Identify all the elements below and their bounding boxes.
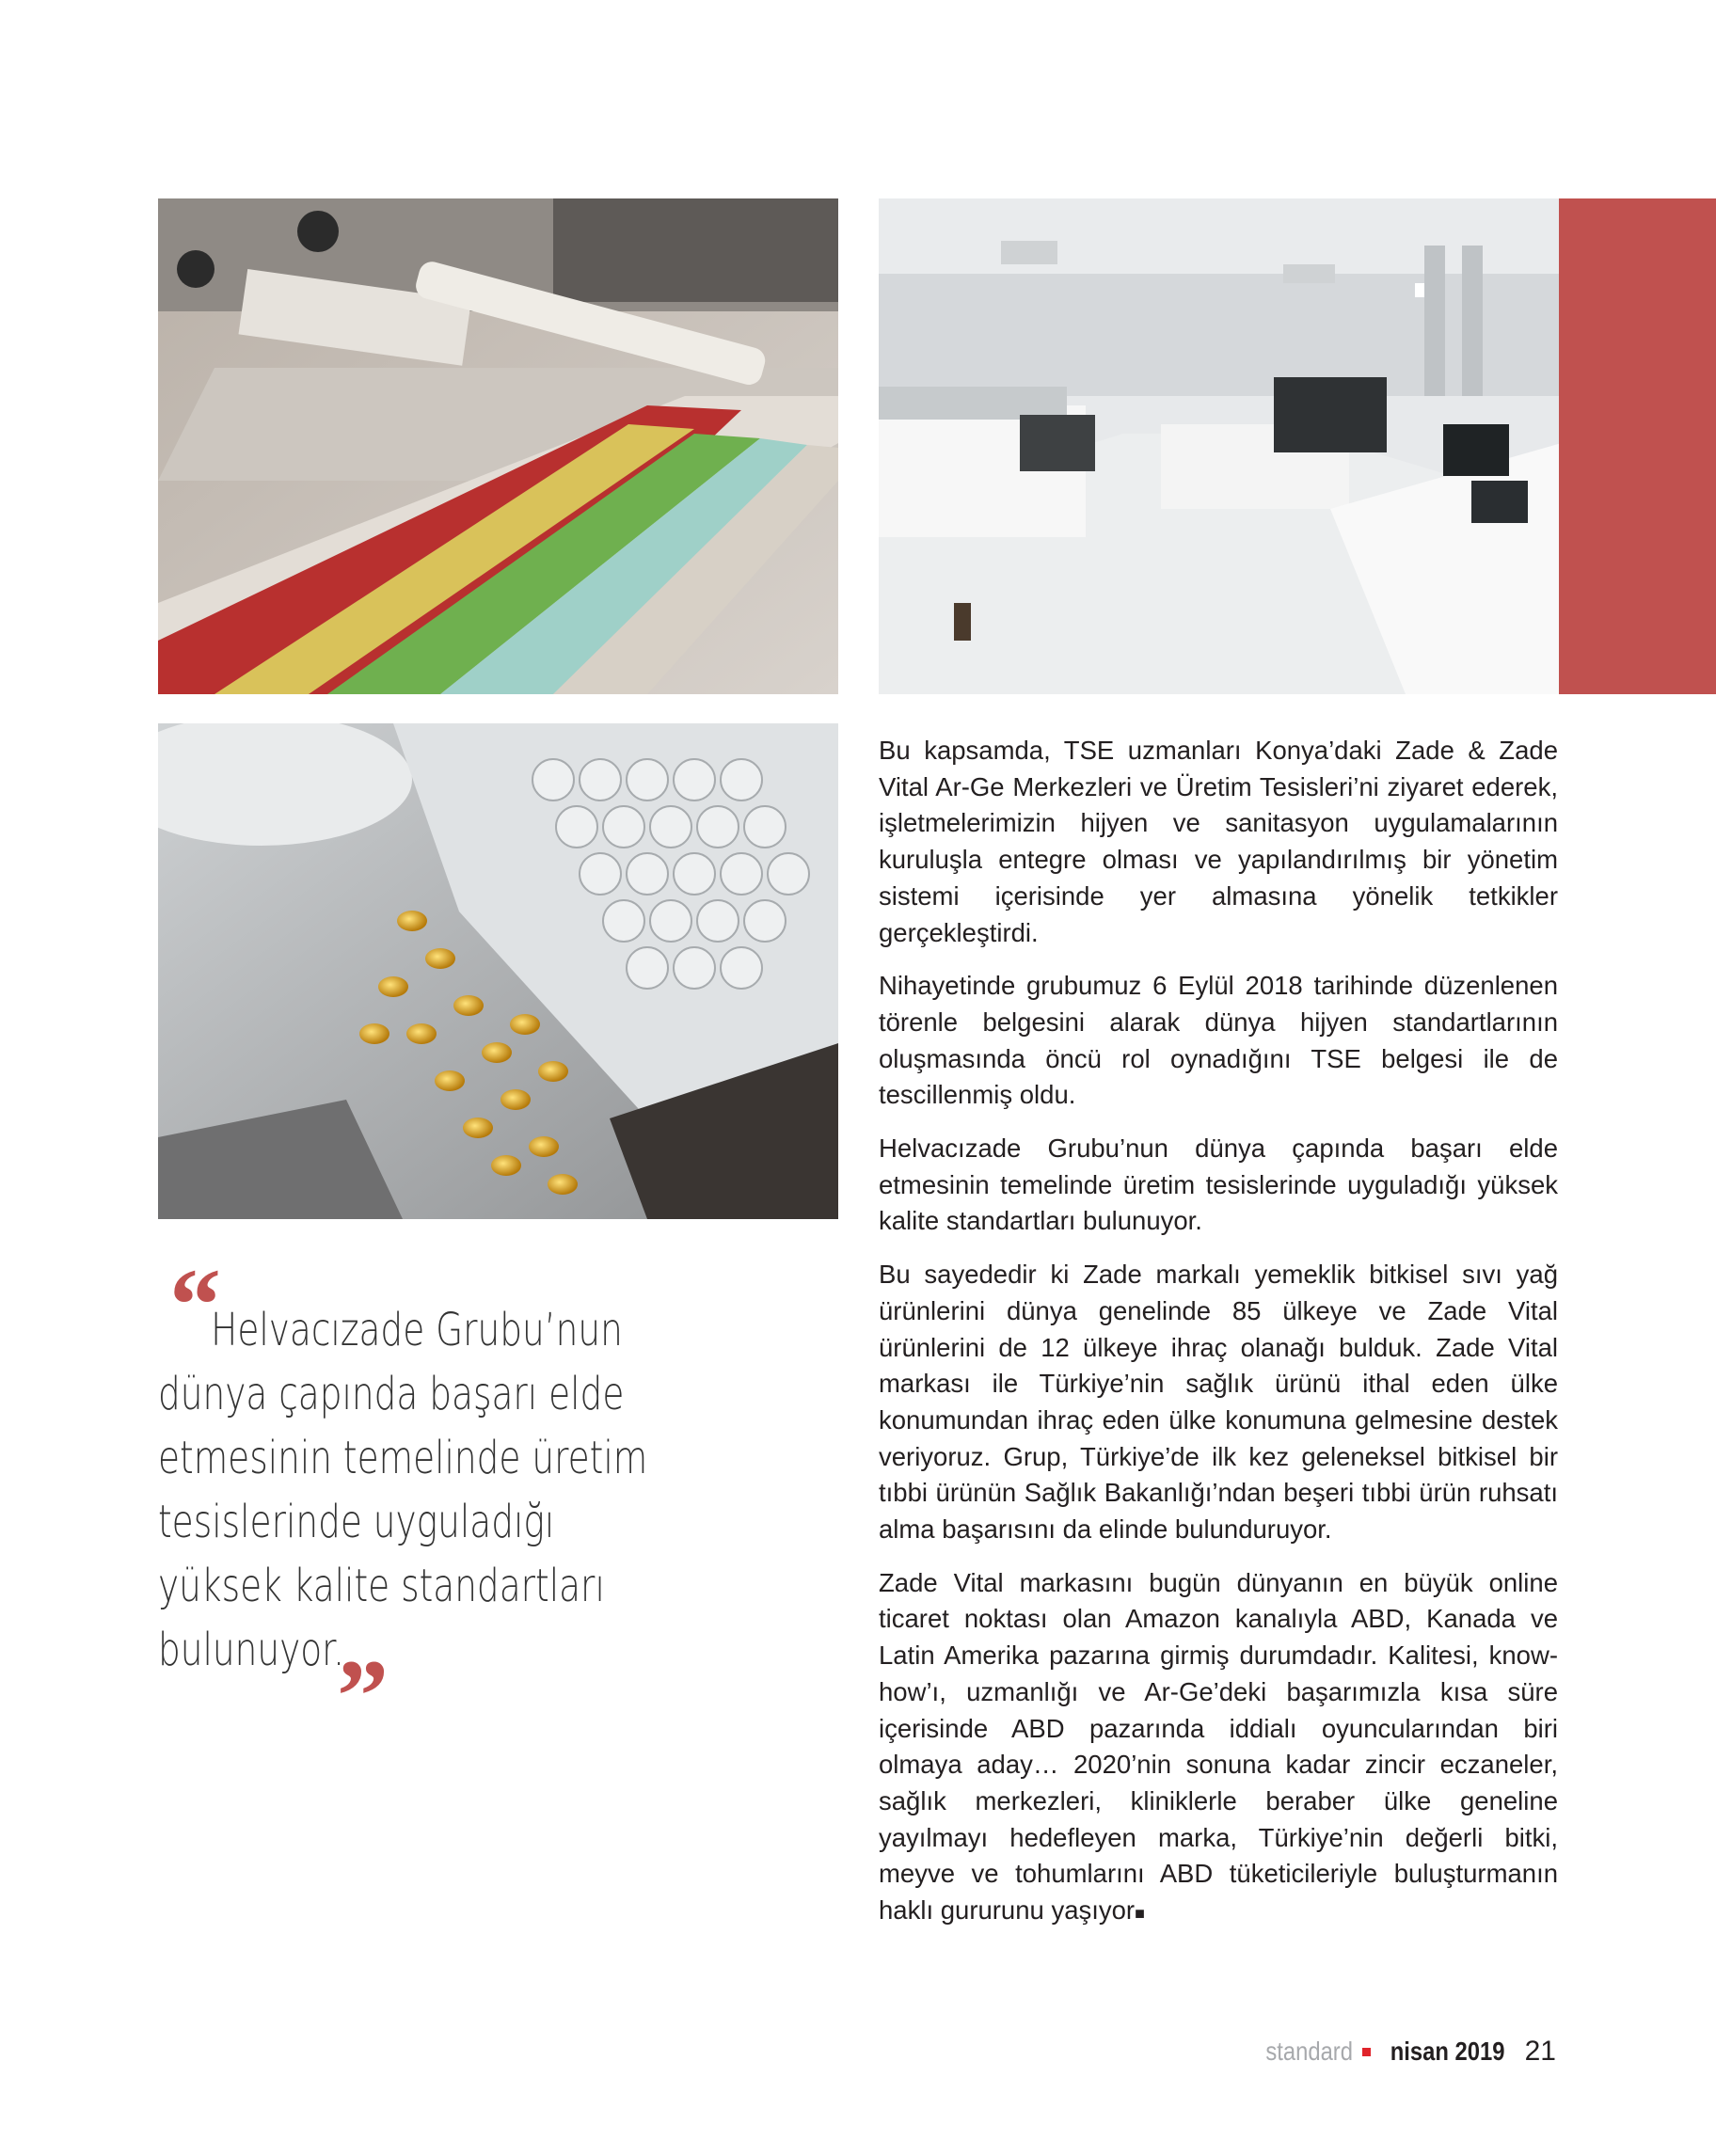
publication-name: standard (1265, 2037, 1354, 2066)
pull-quote-line: Helvacızade Grubu’nun (211, 1304, 623, 1356)
pull-quote-line: tesislerinde uyguladığı (158, 1496, 555, 1548)
article-paragraph-3: Helvacızade Grubu’nun dünya çapında başarı elde etmesinin temelinde üretim tesislerinde uyguladığı yüksek kalite standartları bulunuyor. (879, 1133, 1558, 1236)
accent-bar (1559, 198, 1716, 694)
page-number: 21 (1524, 2036, 1556, 2067)
pull-quote-line: bulunuyor. (158, 1624, 345, 1676)
pull-quote-line: etmesinin temelinde üretim (158, 1432, 648, 1484)
capsule-production-photo (158, 198, 838, 694)
laboratory-photo (879, 198, 1562, 694)
end-mark-icon: ■ (1135, 1904, 1145, 1924)
pull-quote-text (158, 1298, 648, 1682)
issue-date: nisan 2019 (1390, 2037, 1505, 2066)
article-paragraph-2: Nihayetinde grubumuz 6 Eylül 2018 tarihinde düzenlenen törenle belgesini alarak dünya hijyen standartlarının oluşmasında öncü rol oynadığını TSE belgesi ile de tescillenmiş oldu. (879, 971, 1558, 1110)
pull-quote-line: dünya çapında başarı elde (158, 1368, 625, 1420)
article-paragraph-5 (879, 1565, 1558, 1932)
article-body (879, 733, 1558, 1949)
article-paragraph-4: Bu sayededir ki Zade markalı yemeklik bitkisel sıvı yağ ürünlerini dünya genelinde 85 ülkeye ve Zade Vital ürünlerini de 12 ülkeye ihraç olanağı bulduk. Zade Vital markası ile Türkiye’nin sağlık ürünü ithal eden ülke konumundan ihraç eden ülke konumuna gelmesine destek veriyoruz. Grup, Türkiye’de ilk kez geleneksel bitkisel bir tıbbi ürünün Sağlık Bakanlığı’ndan beşeri tıbbi ürün ruhsatı alma başarısını da elinde bulunduruyor. (879, 1260, 1558, 1545)
pull-quote-line: yüksek kalite standartları (158, 1560, 605, 1612)
article-paragraph-1: Bu kapsamda, TSE uzmanları Konya’daki Zade & Zade Vital Ar-Ge Merkezleri ve Üretim Tesisleri’ni ziyaret ederek, işletmelerimizin hijyen ve sanitasyon uygulamalarının kuruluşla entegre olması ve yapılandırılmış bir yönetim sistemi içerisinde yer almasına yönelik tetkikler gerçekleştirdi. (879, 736, 1558, 947)
open-quote-icon: “ (169, 1247, 221, 1362)
softgel-capsules-photo (158, 723, 838, 1219)
pull-quote (158, 1247, 648, 1753)
page-footer (1250, 2033, 1556, 2070)
article-paragraph-5-text: Zade Vital markasını bugün dünyanın en büyük online ticaret noktası olan Amazon kanalıyla ABD, Kanada ve Latin Amerika pazarına girmiş durumdadır. Kalitesi, know-how’ı, uzmanlığı ve Ar-Ge’deki başarımızla kısa süre içerisinde ABD pazarında iddialı oyuncularından biri olmaya aday… 2020’nin sonuna kadar zincir eczaneler, sağlık merkezleri, kliniklerle beraber ülke geneline yayılmayı hedefleyen marka, Türkiye’nin değerli bitki, meyve ve tohumlarını ABD tüketicileriyle buluşturmanın haklı gururunu yaşıyor (879, 1567, 1558, 1926)
close-quote-icon: ” (337, 1639, 389, 1753)
footer-separator-icon (1362, 2048, 1371, 2056)
